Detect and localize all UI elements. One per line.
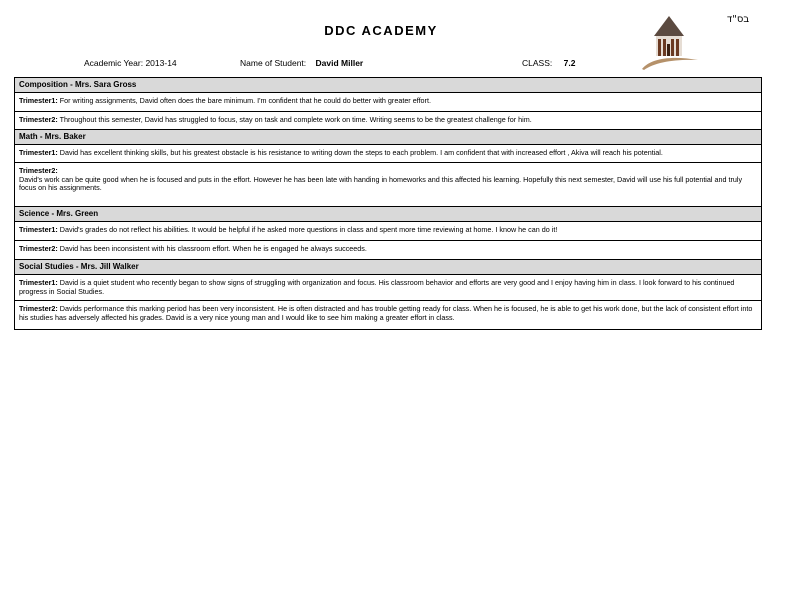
- comment-text: Throughout this semester, David has struggled to focus, stay on task and complete work on time. Writing seems to be the greatest challenge for him.: [59, 115, 532, 124]
- comments-table: [14, 77, 762, 330]
- comment-text: David has been inconsistent with his classroom effort. When he is engaged he always succeeds.: [59, 244, 367, 253]
- class-field: [522, 58, 575, 68]
- science-trimester2: [15, 241, 761, 260]
- trimester-label: Trimester2:: [19, 244, 58, 253]
- academic-year-value: 2013-14: [145, 58, 177, 68]
- comment-text: David's grades do not reflect his abilities. It would be helpful if he asked more questions in class and spent more time reviewing at home. I know he can do it!: [59, 225, 558, 234]
- trimester-label: Trimester1:: [19, 148, 58, 157]
- math-trimester1: [15, 145, 761, 163]
- section-heading-social-studies: Social Studies - Mrs. Jill Walker: [15, 260, 761, 275]
- composition-trimester1: [15, 93, 761, 112]
- trimester-label: Trimester2:: [19, 115, 58, 124]
- composition-trimester2: [15, 112, 761, 130]
- class-value: 7.2: [563, 58, 576, 68]
- social-studies-trimester1: [15, 275, 761, 301]
- academic-year-label: Academic Year:: [84, 58, 144, 68]
- comment-text: For writing assignments, David often does the bare minimum. I'm confident that he could do better with greater effort.: [59, 96, 431, 105]
- section-heading-composition: Composition - Mrs. Sara Gross: [15, 78, 761, 93]
- class-label: CLASS:: [522, 58, 553, 68]
- trimester-label: Trimester2:: [19, 166, 58, 175]
- trimester-label: Trimester1:: [19, 225, 58, 234]
- section-heading-science: Science - Mrs. Green: [15, 207, 761, 222]
- trimester-label: Trimester1:: [19, 96, 58, 105]
- comment-text: David's work can be quite good when he is focused and puts in the effort. However he has been late with handing in homeworks and this affected his learning. Hopefully this next semester, David will use his full potential and truly focus on his assignments.: [19, 174, 743, 193]
- student-name-value: David Miller: [315, 58, 364, 68]
- school-name: DDC ACADEMY: [324, 23, 438, 38]
- comment-text: David is a quiet student who recently began to show signs of struggling with organization and focus. His classroom behavior and efforts are very good and I enjoy having him in class. I look forward to his continued progress in Social Studies.: [19, 278, 735, 296]
- trimester-label: Trimester1:: [19, 278, 58, 287]
- science-trimester1: [15, 222, 761, 241]
- academic-year-field: [84, 58, 177, 68]
- student-name-field: [240, 58, 363, 68]
- school-house-icon: [640, 14, 700, 72]
- student-name-label: Name of Student:: [240, 58, 307, 68]
- math-trimester2: [15, 163, 761, 207]
- hebrew-mark: בס"ד: [726, 14, 750, 25]
- section-heading-math: Math - Mrs. Baker: [15, 130, 761, 145]
- social-studies-trimester2: [15, 301, 761, 329]
- comment-text: David has excellent thinking skills, but his greatest obstacle is his resistance to writing down the steps to each problem. I am confident that with increased effort , Akiva will reach his potential.: [59, 148, 663, 157]
- trimester-label: Trimester2:: [19, 304, 58, 313]
- comment-text: Davids performance this marking period has been very inconsistent. He is often distracted and has trouble getting ready for class. When he is focused, he is able to get his work done, but the lack of consistent effort into his studies has adversely affected his grades. David is a very nice young man and I would like to see him making a greater effort in class.: [19, 304, 753, 322]
